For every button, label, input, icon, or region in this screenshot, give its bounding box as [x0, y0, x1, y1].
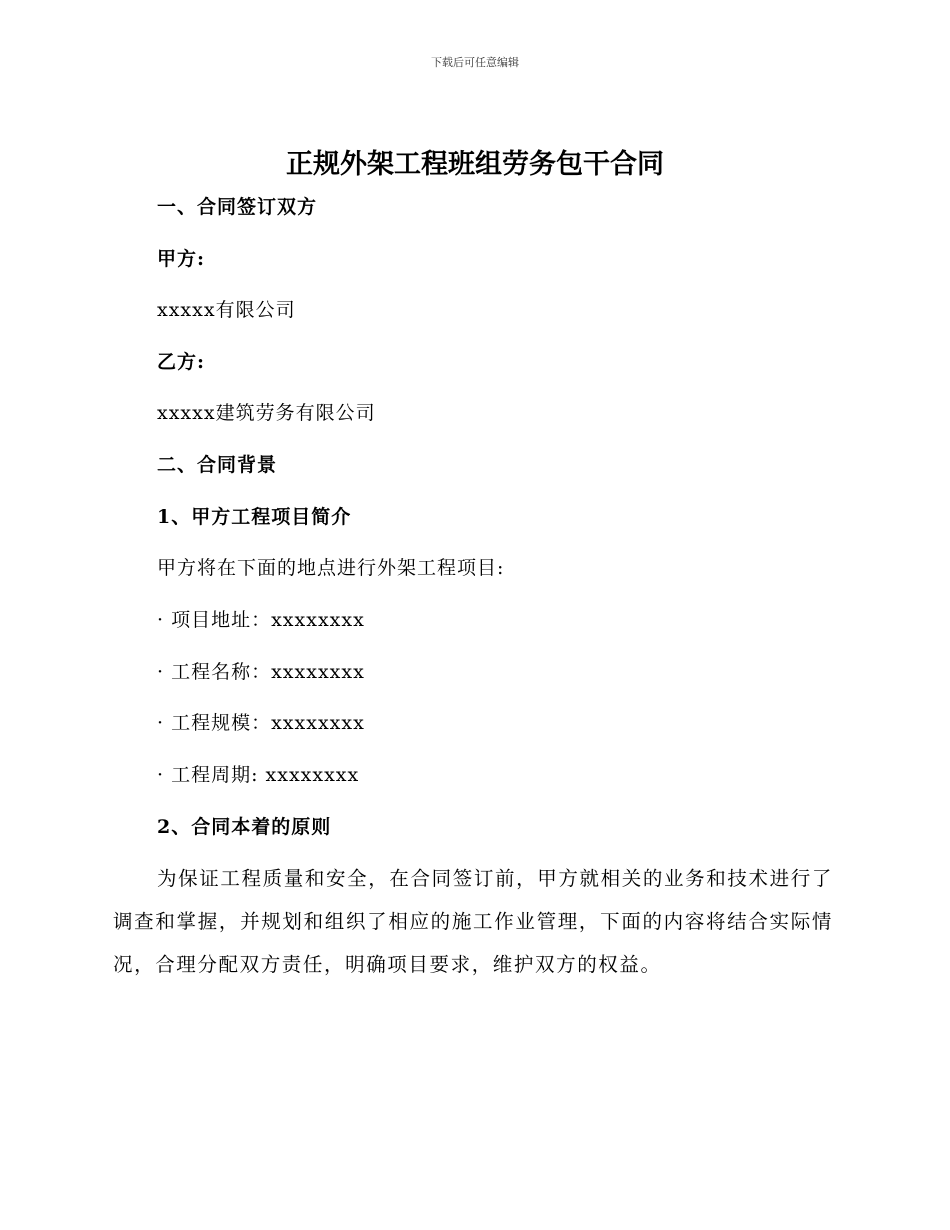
- section-heading-background: 二、合同背景: [157, 454, 278, 476]
- list-item-project-scale: · 工程规模：xxxxxxxx: [157, 712, 365, 734]
- list-item-project-address: · 项目地址：xxxxxxxx: [157, 609, 365, 631]
- principles-paragraph: 为保证工程质量和安全，在合同签订前，甲方就相关的业务和技术进行了调查和掌握，并规划和组织了相应的施工作业管理，下面的内容将结合实际情况，合理分配双方责任，明确项目要求，维护双方的权益。: [113, 867, 833, 976]
- party-a-label: 甲方:: [157, 248, 206, 270]
- subsection-heading-principles: 2、合同本着的原则: [157, 816, 332, 838]
- party-b-label: 乙方:: [157, 351, 206, 373]
- list-item-project-name: · 工程名称：xxxxxxxx: [157, 661, 365, 683]
- page-header-note: 下载后可任意编辑: [431, 56, 519, 69]
- party-a-name: xxxxx有限公司: [157, 299, 296, 321]
- subsection-heading-project-intro: 1、甲方工程项目简介: [157, 506, 352, 528]
- list-item-project-period: · 工程周期: xxxxxxxx: [157, 764, 360, 786]
- section-heading-parties: 一、合同签订双方: [157, 196, 318, 218]
- project-intro-text: 甲方将在下面的地点进行外架工程项目:: [157, 557, 505, 579]
- document-title: 正规外架工程班组劳务包干合同: [286, 149, 664, 180]
- party-b-name: xxxxx建筑劳务有限公司: [157, 402, 376, 424]
